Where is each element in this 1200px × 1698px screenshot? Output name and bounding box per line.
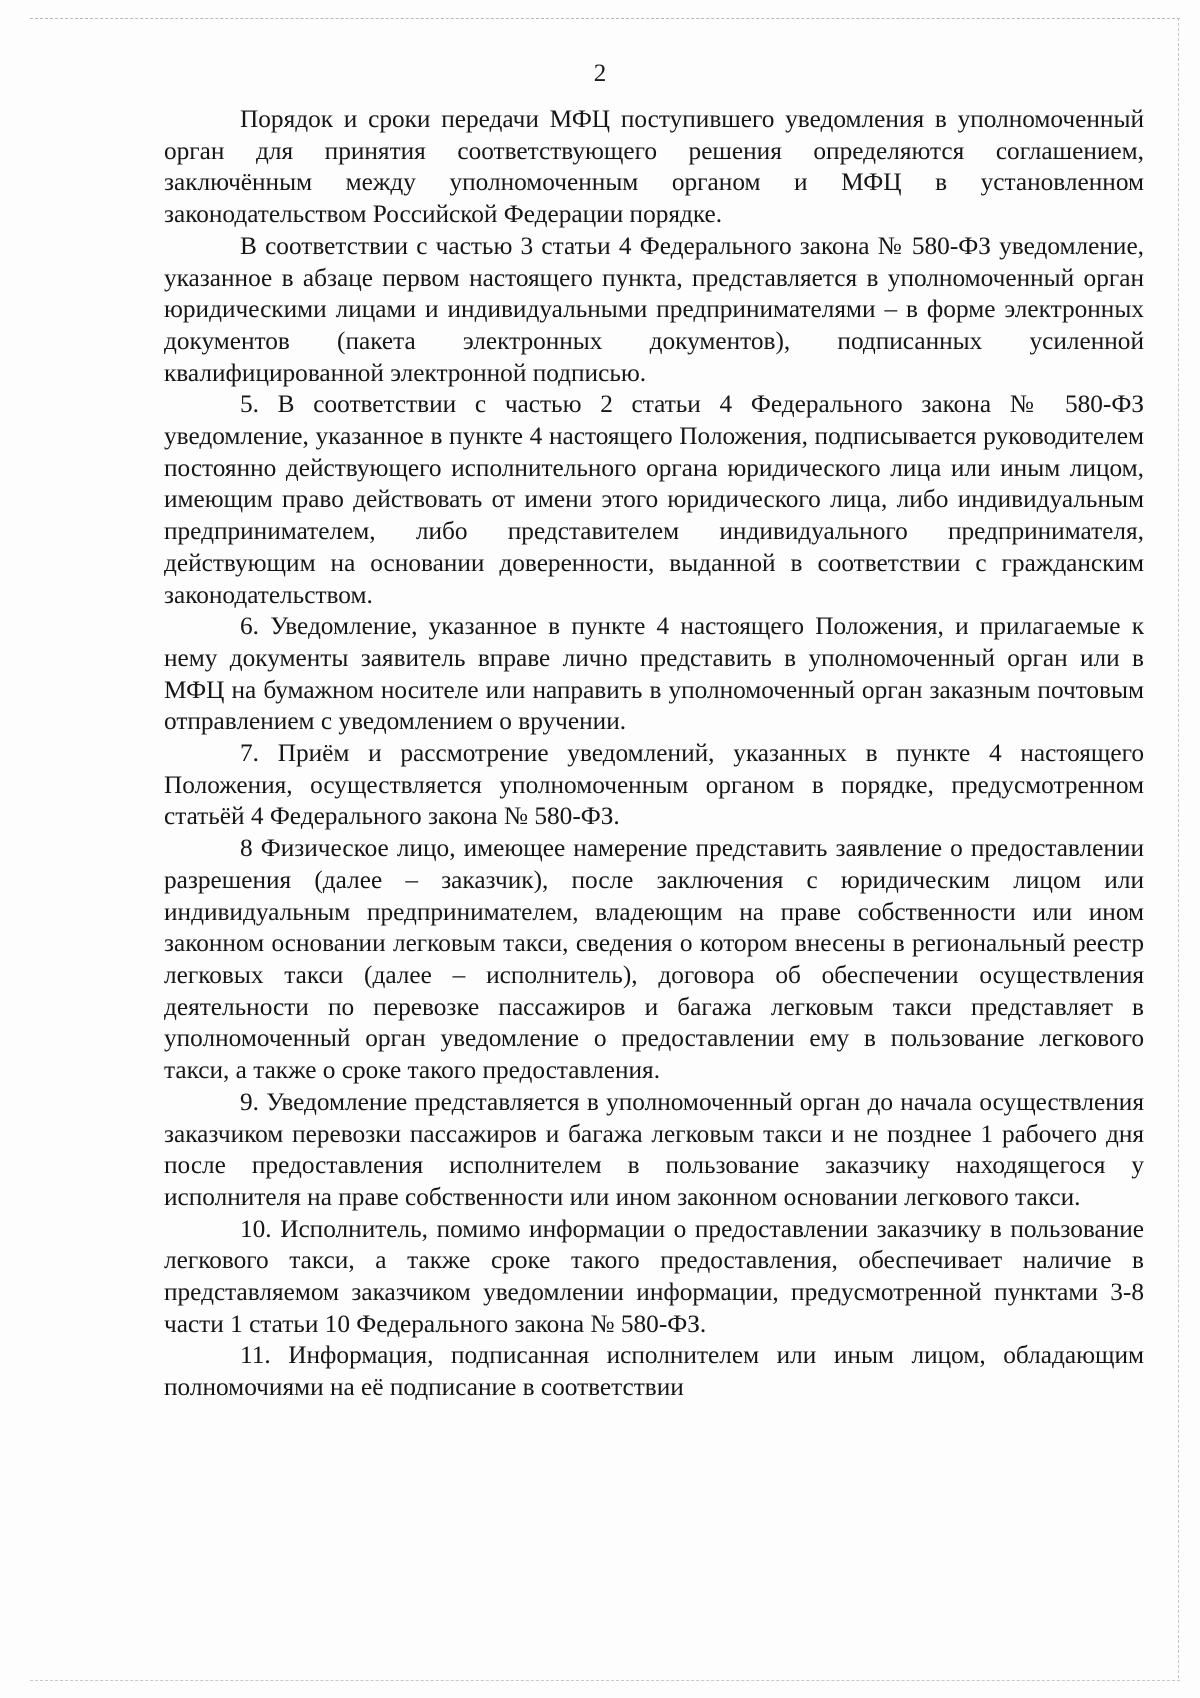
paragraph-10-contractor-info: 10. Исполнитель, помимо информации о предоставлении заказчику в пользование легкового такси, а также сроке такого предоставления, обеспечивает наличие в представляемом заказчиком уведомлении информации, предусмотренной пунктами 3-8 части 1 статьи 10 Федерального закона № 580-ФЗ. [164, 1214, 1144, 1338]
paragraph-7-review: 7. Приём и рассмотрение уведомлений, указанных в пункте 4 настоящего Положения, осуществляется уполномоченным органом в порядке, предусмотренном статьёй 4 Федерального закона № 580-ФЗ. [164, 739, 1144, 831]
scan-edge-top [30, 18, 1180, 19]
scan-edge-bottom [30, 1680, 1180, 1681]
paragraph-electronic-submission: В соответствии с частью 3 статьи 4 Федерального закона № 580-ФЗ уведомление, указанное в абзаце первом настоящего пункта, представляется в уполномоченный орган юридическими лицами и индивидуальными предпринимателями – в форме электронных документов (пакета электронных документов), подписанных усиленной квалифицированной электронной подписью. [164, 231, 1144, 387]
paragraph-5-signing: 5. В соответствии с частью 2 статьи 4 Федерального закона № 580-ФЗ уведомление, указанное в пункте 4 настоящего Положения, подписывается руководителем постоянно действующего исполнительного органа юридического лица или иным лицом, имеющим право действовать от имени этого юридического лица, либо индивидуальным предпринимателем, либо представителем индивидуального предпринимателя, действующим на основании доверенности, выданной в соответствии с гражданским законодательством. [164, 390, 1144, 609]
paragraph-11-signed-info: 11. Информация, подписанная исполнителем или иным лицом, обладающим полномочиями на её подписание в соответствии [164, 1341, 1144, 1402]
paragraph-mfc-transfer-order: Порядок и сроки передачи МФЦ поступившего уведомления в уполномоченный орган для принятия соответствующего решения определяются соглашением, заключённым между уполномоченным органом и МФЦ в установленном законодательством Российской Федерации порядке. [164, 105, 1144, 229]
paragraph-8-customer-notice: 8 Физическое лицо, имеющее намерение представить заявление о предоставлении разрешения (далее – заказчик), после заключения с юридическим лицом или индивидуальным предпринимателем, владеющим на праве собственности или ином законном основании легковым такси, сведения о котором внесены в региональный реестр легковых такси (далее – исполнитель), договора об обеспечении осуществления деятельности по перевозке пассажиров и багажа легковым такси представляет в уполномоченный орган уведомление о предоставлении ему в пользование легкового такси, а также о сроке такого предоставления. [164, 834, 1144, 1085]
paragraph-6-submission-methods: 6. Уведомление, указанное в пункте 4 настоящего Положения, и прилагаемые к нему документы заявитель вправе лично представить в уполномоченный орган или в МФЦ на бумажном носителе или направить в уполномоченный орган заказным почтовым отправлением с уведомлением о вручении. [164, 612, 1144, 736]
document-body [164, 104, 1144, 1404]
paragraph-9-deadline: 9. Уведомление представляется в уполномоченный орган до начала осуществления заказчиком перевозки пассажиров и багажа легковым такси и не позднее 1 рабочего дня после предоставления исполнителем в пользование заказчику находящегося у исполнителя на праве собственности или ином законном основании легкового такси. [164, 1087, 1144, 1211]
page-number: 2 [593, 60, 607, 87]
scan-edge-right [1178, 18, 1179, 1678]
